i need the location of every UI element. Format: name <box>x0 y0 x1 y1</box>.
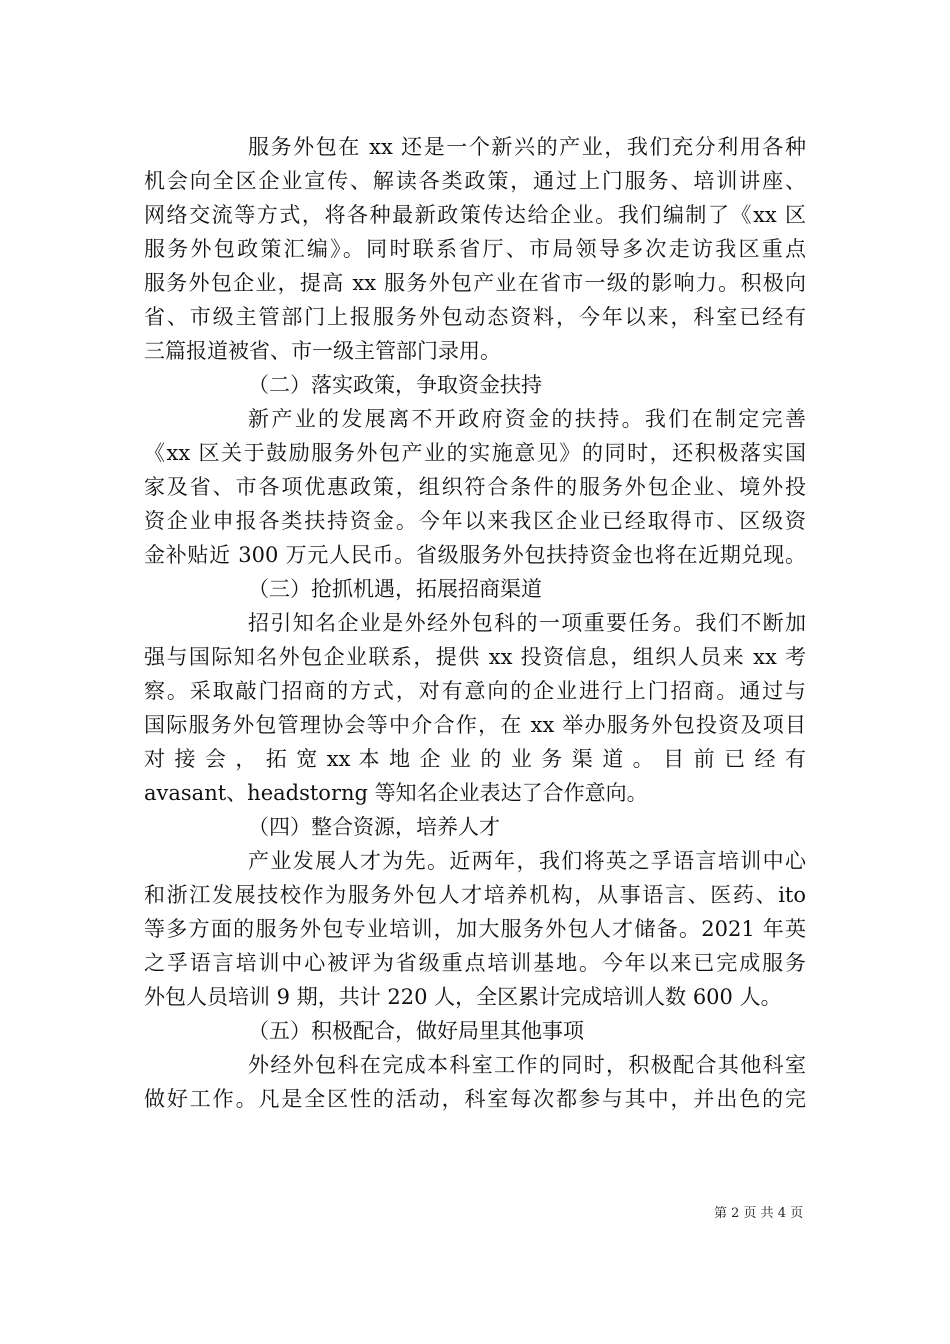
paragraph-line: 察。采取敲门招商的方式，对有意向的企业进行上门招商。通过与 <box>144 679 806 703</box>
paragraph-line: 和浙江发展技校作为服务外包人才培养机构，从事语言、医药、ito <box>144 883 806 907</box>
paragraph-line: 家及省、市各项优惠政策，组织符合条件的服务外包企业、境外投 <box>144 475 806 499</box>
paragraph-line: 产业发展人才为先。近两年，我们将英之孚语言培训中心 <box>248 849 806 873</box>
paragraph-line: 外经外包科在完成本科室工作的同时，积极配合其他科室 <box>248 1053 806 1077</box>
section-heading: （四）整合资源，培养人才 <box>248 815 500 839</box>
section-heading: （三）抢抓机遇，拓展招商渠道 <box>248 577 542 601</box>
paragraph-line: 资企业申报各类扶持资金。今年以来我区企业已经取得市、区级资 <box>144 509 806 533</box>
paragraph-line: 服务外包企业，提高 xx 服务外包产业在省市一级的影响力。积极向 <box>144 271 806 295</box>
paragraph-line: 机会向全区企业宣传、解读各类政策，通过上门服务、培训讲座、 <box>144 169 806 193</box>
paragraph-line: 《xx 区关于鼓励服务外包产业的实施意见》的同时，还积极落实国 <box>144 441 806 465</box>
paragraph-line: 招引知名企业是外经外包科的一项重要任务。我们不断加 <box>248 611 806 635</box>
paragraph-line: 服务外包在 xx 还是一个新兴的产业，我们充分利用各种 <box>248 135 806 159</box>
paragraph-line: 省、市级主管部门上报服务外包动态资料，今年以来，科室已经有 <box>144 305 806 329</box>
paragraph-line: 强与国际知名外包企业联系，提供 xx 投资信息，组织人员来 xx 考 <box>144 645 806 669</box>
paragraph-line: 等多方面的服务外包专业培训，加大服务外包人才储备。2021 年英 <box>144 917 806 941</box>
page-number: 第 2 页 共 4 页 <box>714 1206 804 1221</box>
paragraph-line: avasant、headstorng 等知名企业表达了合作意向。 <box>144 781 648 805</box>
section-heading: （二）落实政策，争取资金扶持 <box>248 373 542 397</box>
paragraph-line: 对 接 会 ， 拓 宽 xx 本 地 企 业 的 业 务 渠 道 。 目 前 已 经 有 <box>144 747 806 771</box>
paragraph-line: 之孚语言培训中心被评为省级重点培训基地。今年以来已完成服务 <box>144 951 806 975</box>
paragraph-line: 外包人员培训 9 期，共计 220 人，全区累计完成培训人数 600 人。 <box>144 985 782 1009</box>
paragraph-line: 金补贴近 300 万元人民币。省级服务外包扶持资金也将在近期兑现。 <box>144 543 806 567</box>
paragraph-line: 国际服务外包管理协会等中介合作，在 xx 举办服务外包投资及项目 <box>144 713 806 737</box>
section-heading: （五）积极配合，做好局里其他事项 <box>248 1019 584 1043</box>
paragraph-line: 三篇报道被省、市一级主管部门录用。 <box>144 339 501 363</box>
paragraph-line: 服务外包政策汇编》。同时联系省厅、市局领导多次走访我区重点 <box>144 237 806 261</box>
paragraph-line: 网络交流等方式，将各种最新政策传达给企业。我们编制了《xx 区 <box>144 203 806 227</box>
paragraph-line: 新产业的发展离不开政府资金的扶持。我们在制定完善 <box>248 407 806 431</box>
paragraph-line: 做好工作。凡是全区性的活动，科室每次都参与其中，并出色的完 <box>144 1087 806 1111</box>
